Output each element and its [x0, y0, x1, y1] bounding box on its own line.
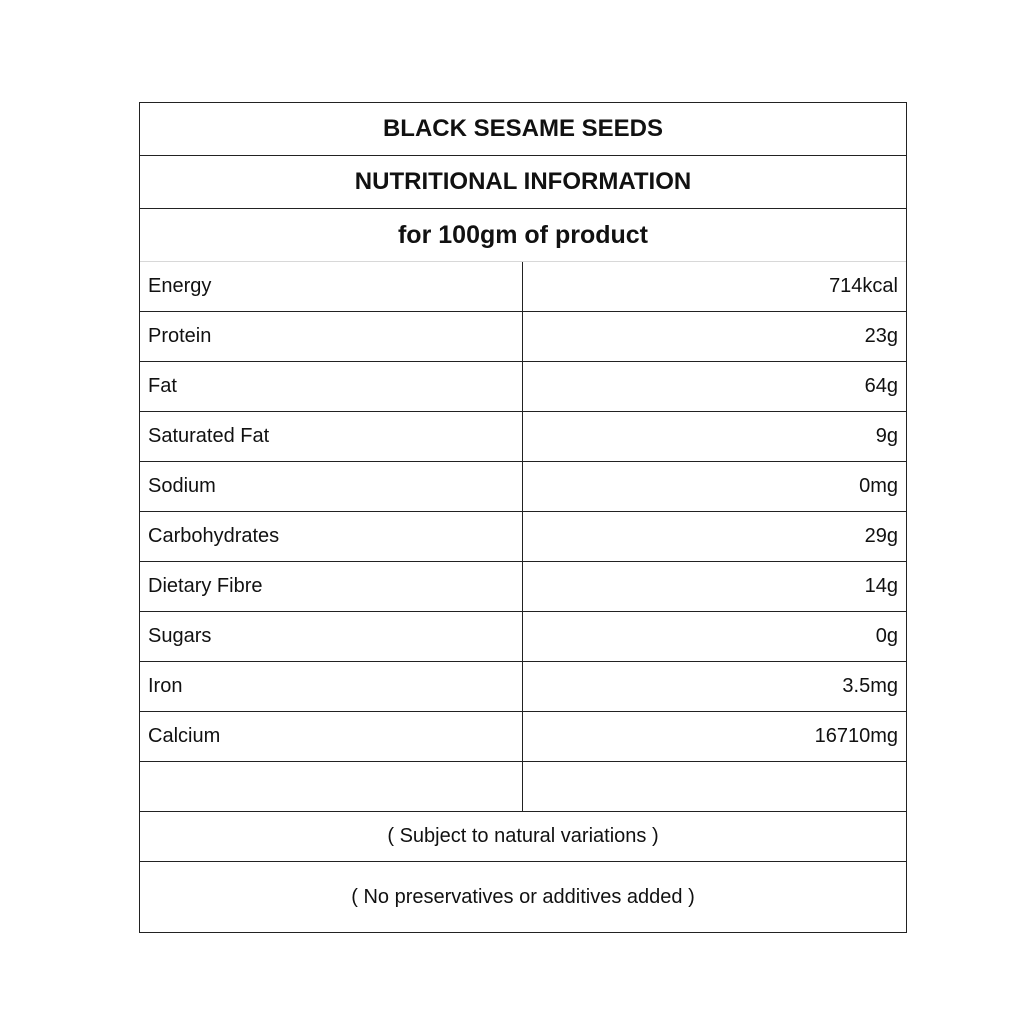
nutrient-name: Iron: [140, 662, 523, 711]
table-row: [140, 612, 906, 662]
nutrient-value: 0g: [875, 625, 898, 647]
nutrient-value: 9g: [875, 425, 898, 447]
table-row: [140, 462, 906, 512]
preservatives-note: ( No preservatives or additives added ): [351, 885, 695, 908]
nutrient-name: Fat: [140, 362, 523, 411]
nutrient-name: Energy: [140, 262, 523, 311]
nutrient-table: [140, 262, 906, 812]
nutrient-value: 23g: [864, 325, 898, 347]
nutrient-value: 14g: [864, 575, 898, 597]
nutrient-value: 0mg: [859, 475, 898, 497]
nutrient-value: 16710mg: [814, 725, 898, 747]
table-row: [140, 562, 906, 612]
nutrient-value: 3.5mg: [842, 675, 898, 697]
nutrient-value: 714kcal: [829, 275, 898, 297]
nutrient-name: Calcium: [140, 712, 523, 761]
table-row: [140, 262, 906, 312]
nutrition-label: [139, 102, 907, 933]
nutrient-value: 64g: [864, 375, 898, 397]
table-row: [140, 362, 906, 412]
nutrient-value: 29g: [864, 525, 898, 547]
product-title: BLACK SESAME SEEDS: [140, 103, 906, 156]
variation-note: ( Subject to natural variations ): [140, 812, 906, 862]
table-row: [140, 312, 906, 362]
nutrient-name: Dietary Fibre: [140, 562, 523, 611]
nutrient-name: Sodium: [140, 462, 523, 511]
section-title: NUTRITIONAL INFORMATION: [140, 156, 906, 209]
table-row: [140, 712, 906, 762]
nutrient-name: Carbohydrates: [140, 512, 523, 561]
serving-size: for 100gm of product: [140, 209, 906, 262]
nutrient-name: Protein: [140, 312, 523, 361]
nutrient-name: [140, 762, 523, 811]
nutrient-name: Sugars: [140, 612, 523, 661]
table-row-empty: [140, 762, 906, 812]
nutrient-name: Saturated Fat: [140, 412, 523, 461]
table-row: [140, 662, 906, 712]
nutrient-value: [523, 762, 906, 811]
table-row: [140, 412, 906, 462]
table-row: [140, 512, 906, 562]
